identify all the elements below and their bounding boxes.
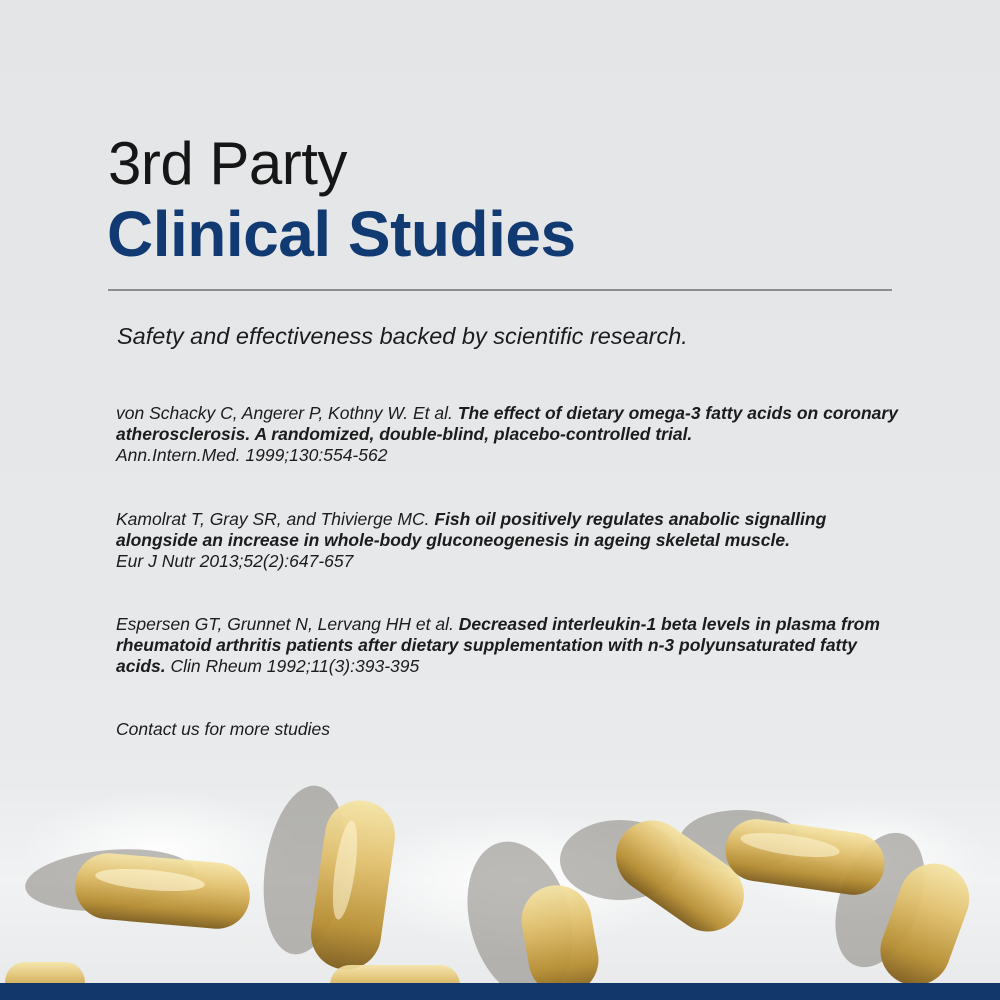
reference-authors: Kamolrat T, Gray SR, and Thivierge MC. bbox=[116, 509, 430, 529]
reference-source: Ann.Intern.Med. 1999;130:554-562 bbox=[116, 445, 388, 465]
fish-oil-capsules-image bbox=[0, 760, 1000, 983]
bottom-brand-bar bbox=[0, 983, 1000, 1000]
tagline: Safety and effectiveness backed by scientific research. bbox=[117, 323, 688, 349]
reference-item bbox=[116, 403, 906, 466]
reference-authors: Espersen GT, Grunnet N, Lervang HH et al. bbox=[116, 614, 454, 634]
page-title-line-2: Clinical Studies bbox=[107, 198, 576, 270]
reference-source: Eur J Nutr 2013;52(2):647-657 bbox=[116, 551, 354, 571]
reference-item bbox=[116, 509, 906, 572]
reference-title: The effect of dietary omega-3 fatty acids on coronary atherosclerosis. A randomized, double-blind, placebo-controlled trial. bbox=[116, 403, 898, 444]
reference-source: Clin Rheum 1992;11(3):393-395 bbox=[170, 656, 420, 676]
reference-title: Fish oil positively regulates anabolic signalling alongside an increase in whole-body gluconeogenesis in ageing skeletal muscle. bbox=[116, 509, 827, 550]
reference-authors: von Schacky C, Angerer P, Kothny W. Et al. bbox=[116, 403, 453, 423]
contact-text: Contact us for more studies bbox=[116, 719, 330, 739]
page-title-line-1: 3rd Party bbox=[108, 130, 347, 197]
title-divider bbox=[108, 289, 892, 291]
capsule bbox=[5, 962, 85, 983]
reference-title: Decreased interleukin-1 beta levels in plasma from rheumatoid arthritis patients after dietary supplementation with n-3 polyunsaturated fatty acids. bbox=[116, 614, 880, 676]
capsule bbox=[330, 965, 460, 983]
reference-item bbox=[116, 614, 906, 677]
